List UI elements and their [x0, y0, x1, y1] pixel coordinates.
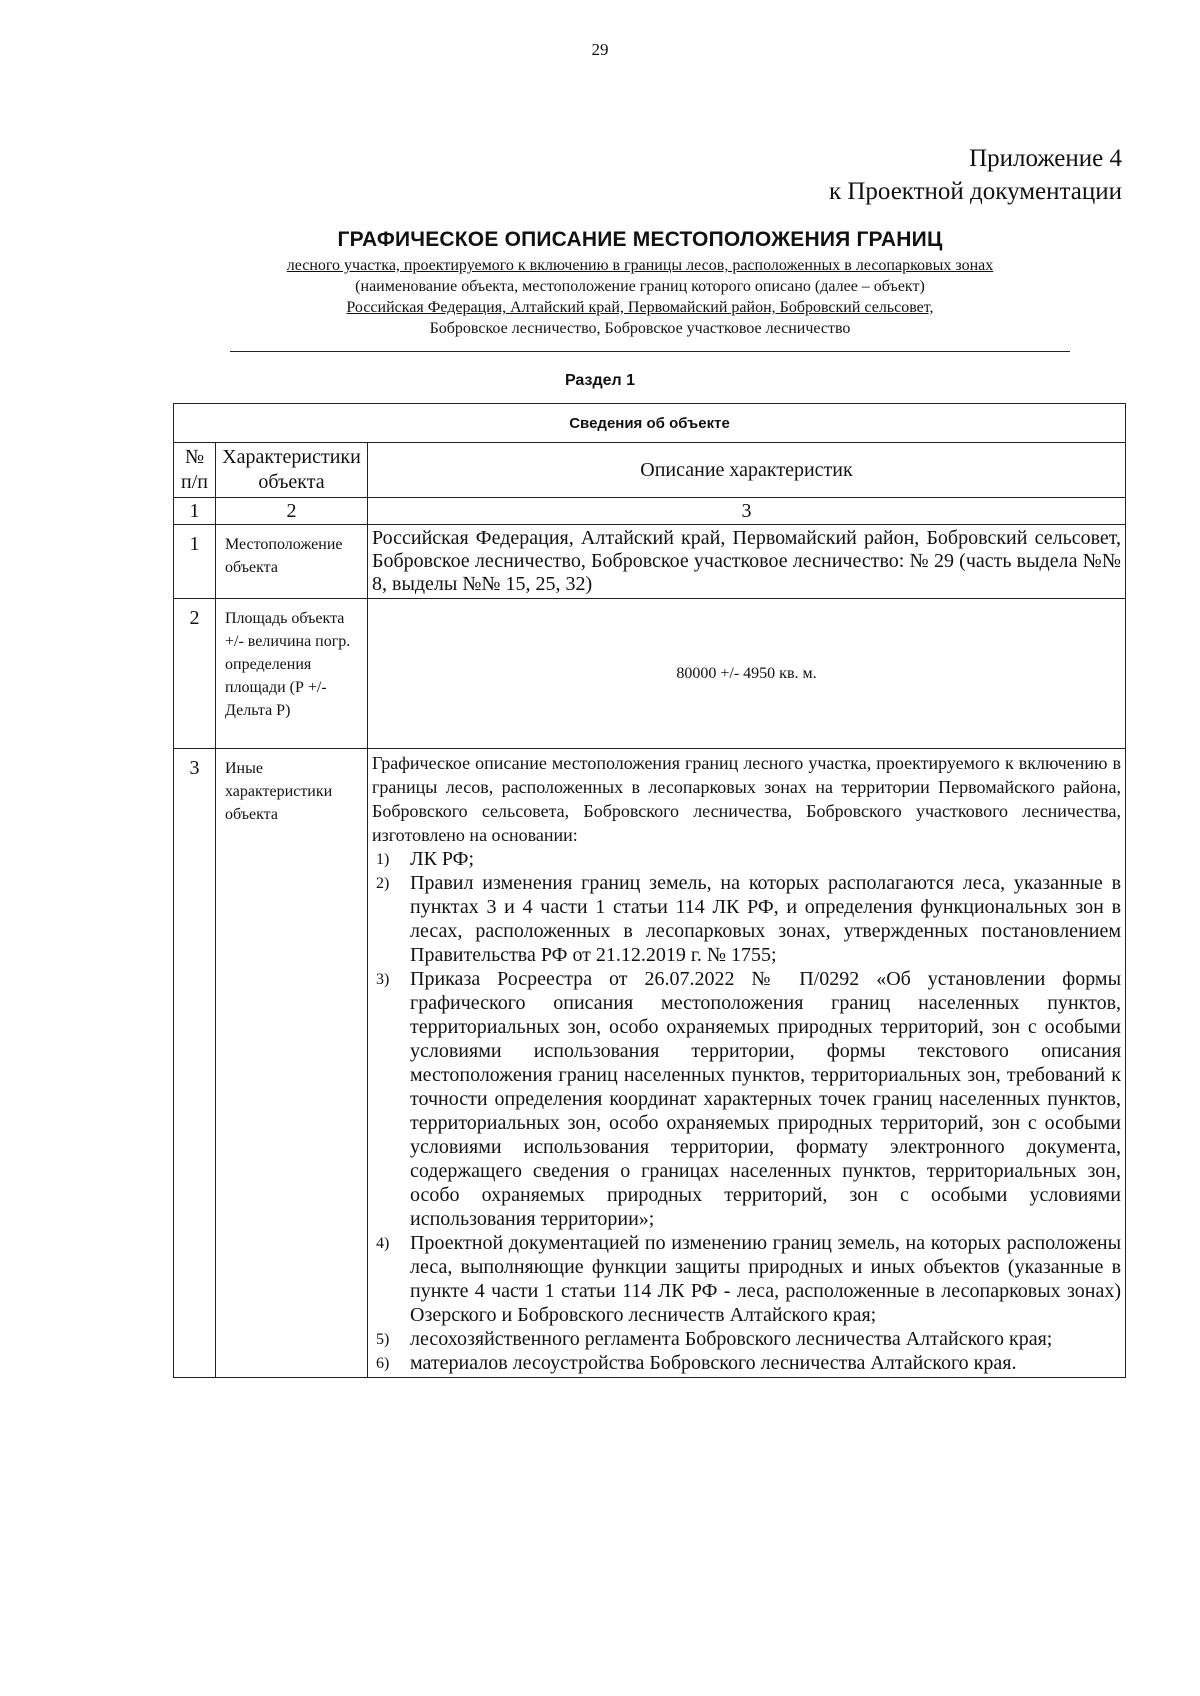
bases-list — [372, 847, 1121, 1375]
section-title: Раздел 1 — [564, 372, 636, 389]
appendix-line-1: Приложение 4 — [969, 145, 1122, 172]
table-caption: Сведения об объекте — [174, 404, 1126, 443]
table-caption-row — [174, 404, 1126, 443]
list-item — [372, 1231, 1121, 1327]
list-item — [372, 847, 1121, 871]
table-row — [174, 599, 1126, 749]
list-item-text: материалов лесоустройства Бобровского лесничества Алтайского края. — [410, 1352, 1017, 1374]
list-item-text: Приказа Росреестра от 26.07.2022 № П/0292 «Об установлении формы графического описания местоположения границ населенных пунктов, территориальных зон, особо охраняемых природных территорий, зон с особыми условиями использования территории, формы текстового описания местоположения границ населенных пунктов, территориальных зон, требований к точности определения координат характерных точек границ населенных пунктов, территориальных зон, особо охраняемых природных территорий, зон с особыми условиями использования территории, формату электронного документа, содержащего сведения о границах населенных пунктов, территориальных зон, особо охраняемых природных территорий, зон с особыми условиями использования территории»; — [410, 968, 1122, 1230]
title-block — [170, 228, 1110, 339]
object-name: лесного участка, проектируемого к включению в границы лесов, расположенных в лесопарковых зонах — [286, 257, 994, 274]
list-item-text: лесохозяйственного регламента Бобровского лесничества Алтайского края; — [410, 1328, 1053, 1350]
list-item-number: 2) — [376, 875, 390, 892]
page-number: 29 — [591, 40, 609, 59]
table-row — [174, 749, 1126, 1378]
list-item-number: 4) — [376, 1235, 390, 1252]
row-1-characteristic: Местоположение объекта — [216, 525, 368, 599]
list-item-number: 1) — [376, 851, 390, 868]
list-item — [372, 967, 1121, 1231]
column-number-row — [174, 498, 1126, 525]
row-1-num: 1 — [174, 525, 216, 599]
column-number-2: 2 — [216, 498, 368, 525]
row-1-description: Российская Федерация, Алтайский край, Первомайский район, Бобровский сельсовет, Бобровское лесничество, Бобровское участковое лесничество: № 29 (часть выдела №№ 8, выделы №№ 15, 25, 32) — [368, 525, 1126, 599]
header-num: № п/п — [174, 443, 216, 498]
appendix-line-2: к Проектной документации — [828, 178, 1122, 205]
header-characteristic: Характеристики объекта — [216, 443, 368, 498]
list-item — [372, 1327, 1121, 1351]
row-3-num: 3 — [174, 749, 216, 1378]
appendix-heading — [829, 142, 1122, 208]
location-underline — [230, 351, 1070, 352]
row-2-description: 80000 +/- 4950 кв. м. — [368, 599, 1126, 749]
row-2-num: 2 — [174, 599, 216, 749]
list-item — [372, 871, 1121, 967]
location-line-1: Российская Федерация, Алтайский край, Первомайский район, Бобровский сельсовет, — [346, 299, 934, 316]
list-item — [372, 1351, 1121, 1375]
list-item-text: Проектной документацией по изменению границ земель, на которых расположены леса, выполняющие функции защиты природных и иных объектов (указанные в пункте 4 части 1 статьи 114 ЛК РФ - леса, расположенные в лесопарковых зонах) Озерского и Бобровского лесничеств Алтайского края; — [410, 1232, 1122, 1326]
list-item-number: 5) — [376, 1331, 390, 1348]
document-title: ГРАФИЧЕСКОЕ ОПИСАНИЕ МЕСТОПОЛОЖЕНИЯ ГРАНИЦ — [337, 228, 943, 251]
header-description: Описание характеристик — [368, 443, 1126, 498]
object-caption: (наименование объекта, местоположение границ которого описано (далее – объект) — [355, 278, 925, 295]
column-number-3: 3 — [368, 498, 1126, 525]
table-row — [174, 525, 1126, 599]
row-3-intro: Графическое описание местоположения границ лесного участка, проектируемого к включению в границы лесов, расположенных в лесопарковых зонах на территории Первомайского района, Бобровского сельсовета, Бобровского лесничества, Бобровского участкового лесничества, изготовлено на основании: — [372, 753, 1122, 845]
location-line-2: Бобровское лесничество, Бобровское участковое лесничество — [429, 320, 851, 337]
table-header-row — [174, 443, 1126, 498]
list-item-text: Правил изменения границ земель, на которых располагаются леса, указанные в пунктах 3 и 4 части 1 статьи 114 ЛК РФ, и определения функциональных зон в лесах, расположенных в лесопарковых зонах, утвержденных постановлением Правительства РФ от 21.12.2019 г. № 1755; — [410, 872, 1122, 966]
list-item-number: 3) — [376, 971, 390, 988]
list-item-text: ЛК РФ; — [410, 848, 475, 870]
row-3-description — [368, 749, 1126, 1378]
object-info-table — [173, 403, 1126, 1378]
row-3-characteristic: Иные характеристики объекта — [216, 749, 368, 1378]
column-number-1: 1 — [174, 498, 216, 525]
row-2-characteristic: Площадь объекта +/- величина погр. определения площади (Р +/- Дельта Р) — [216, 599, 368, 749]
list-item-number: 6) — [376, 1355, 390, 1372]
